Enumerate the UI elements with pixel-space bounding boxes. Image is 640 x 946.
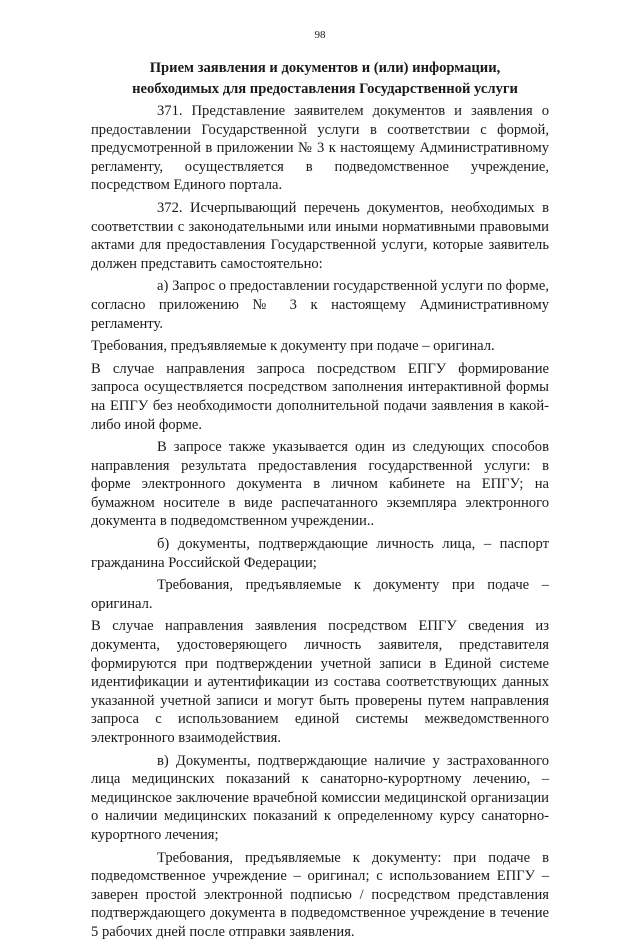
item-v-medical-documents: в) Документы, подтверждающие наличие у застрахованного лица медицинских показаний к санаторно-курортному лечению, – медицинское заключение врачебной комиссии медицинской организации о наличии медицинских показаний к определенному курсу санаторно-курортного лечения; bbox=[91, 752, 549, 843]
page-number: 98 bbox=[314, 29, 326, 41]
item-b-identity-documents: б) документы, подтверждающие личность лица, – паспорт гражданина Российской Федерации; bbox=[91, 536, 549, 571]
result-delivery-paragraph: В запросе также указывается один из следующих способов направления результата предоставления государственной услуги: в форме электронного документа в личном кабинете на ЕПГУ; на бумажном носителе в виде распечатанного экземпляра электронного документа в подведомственном учреждении.. bbox=[91, 439, 549, 530]
requirement-medical-paragraph: Требования, предъявляемые к документу: при подаче в подведомственное учреждение – оригинал; с использованием ЕПГУ – заверен простой электронной подписью / посредством представления подтверждающего документа в подведомственное учреждение в течение 5 рабочих дней после отправки заявления. bbox=[91, 849, 549, 940]
section-title bbox=[90, 58, 560, 100]
section-title-line-2: необходимых для предоставления Государственной услуги bbox=[132, 81, 518, 97]
paragraph-371: 371. Представление заявителем документов и заявления о предоставлении Государственной услуги в соответствии с формой, предусмотренной в приложении № 3 к настоящему Административному регламенту, осуществляется в подведомственное учреждение, посредством Единого портала. bbox=[91, 103, 549, 194]
item-a-request: а) Запрос о предоставлении государственной услуги по форме, согласно приложению № 3 к настоящему Административному регламенту. bbox=[91, 278, 549, 332]
requirement-original-2: Требования, предъявляемые к документу при подаче – оригинал. bbox=[91, 577, 549, 612]
document-body bbox=[91, 102, 549, 946]
epgu-identity-paragraph: В случае направления заявления посредством ЕПГУ сведения из документа, удостоверяющего личность заявителя, представителя формируются при подтверждении учетной записи в Единой системе идентификации и аутентификации из состава соответствующих данных указанной учетной записи и могут быть проверены путем направления запроса с использованием единой системы межведомственного электронного взаимодействия. bbox=[91, 618, 549, 746]
requirement-original-1: Требования, предъявляемые к документу при подаче – оригинал. bbox=[91, 338, 495, 355]
section-title-line-1: Прием заявления и документов и (или) информации, bbox=[149, 60, 501, 76]
epgu-request-paragraph: В случае направления запроса посредством ЕПГУ формирование запроса осуществляется посредством заполнения интерактивной формы на ЕПГУ без необходимости дополнительной подачи заявления в какой-либо иной форме. bbox=[91, 360, 549, 433]
paragraph-372: 372. Исчерпывающий перечень документов, необходимых в соответствии с законодательными или иными нормативными правовыми актами для предоставления Государственной услуги, которые заявитель должен представить самостоятельно: bbox=[91, 199, 549, 272]
